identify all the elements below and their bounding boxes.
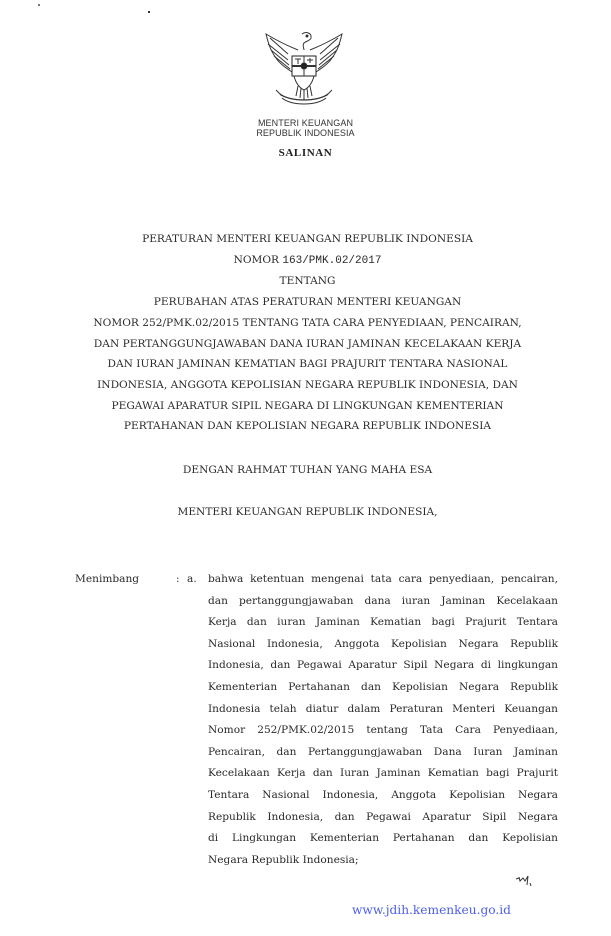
subject-line: DAN IURAN JAMINAN KEMATIAN BAGI PRAJURIT TENTARA NASIONAL — [107, 358, 508, 371]
paragraph-line: Kecelakaan Kerja dan Iuran Jaminan Kematian bagi Prajurit — [208, 767, 558, 780]
paragraph-line: Kerja dan iuran Jaminan Kematian bagi Prajurit Tentara — [208, 616, 558, 629]
ministry-name-line-2: REPUBLIK INDONESIA — [256, 128, 355, 138]
item-marker: a. — [187, 573, 197, 585]
paragraph-line: Kementerian Pertahanan dan Kepolisian Negara Republik — [208, 680, 558, 693]
subject-line: PERUBAHAN ATAS PERATURAN MENTERI KEUANGAN — [153, 296, 462, 309]
regulation-title-block — [60, 229, 555, 437]
garuda-emblem-icon — [258, 28, 350, 108]
about-label: TENTANG — [279, 275, 336, 288]
paragraph-line: Negara Republik Indonesia; — [208, 853, 359, 866]
blessing-line: DENGAN RAHMAT TUHAN YANG MAHA ESA — [182, 464, 433, 476]
considering-colon: : — [176, 573, 180, 585]
regulation-number — [60, 250, 555, 272]
number-prefix: NOMOR — [233, 253, 280, 266]
subject-line: NOMOR 252/PMK.02/2015 TENTANG TATA CARA PENYEDIAAN, PENCAIRAN, — [93, 316, 522, 329]
paragraph-line: bahwa ketentuan mengenai tata cara penyediaan, pencairan, — [208, 573, 558, 585]
paragraph-line: Nomor 252/PMK.02/2015 tentang Tata Cara Penyediaan, — [208, 724, 558, 737]
considering-item-a — [208, 569, 558, 871]
paragraph-line: Republik Indonesia, dan Pegawai Aparatur Sipil Negara — [208, 810, 558, 823]
paragraph-line: Nasional Indonesia, Anggota Kepolisian Negara Republik — [208, 637, 558, 650]
paraf-initial-icon — [514, 873, 538, 889]
paragraph-line: Indonesia telah diatur dalam Peraturan Menteri Keuangan — [208, 702, 558, 715]
paragraph-line: Tentara Nasional Indonesia, Anggota Kepolisian Negara — [208, 788, 558, 801]
paragraph-line: dan pertanggungjawaban dana iuran Jaminan Kecelakaan — [208, 594, 558, 607]
scan-speck — [38, 4, 40, 6]
website-link[interactable]: www.jdih.kemenkeu.go.id — [352, 903, 511, 917]
subject-line: INDONESIA, ANGGOTA KEPOLISIAN NEGARA REPUBLIK INDONESIA, DAN — [97, 378, 518, 391]
paragraph-line: Pencairan, dan Pertanggungjawaban Dana Iuran Jaminan — [208, 745, 558, 758]
paragraph-line: Indonesia, dan Pegawai Aparatur Sipil Negara di lingkungan — [208, 659, 558, 672]
number-value: 163/PMK.02/2017 — [282, 254, 382, 267]
copy-label: SALINAN — [278, 147, 333, 159]
considering-label: Menimbang — [75, 573, 140, 585]
subject-line: PERTAHANAN DAN KEPOLISIAN NEGARA REPUBLIK INDONESIA — [123, 420, 492, 433]
regulation-heading: PERATURAN MENTERI KEUANGAN REPUBLIK INDONESIA — [142, 233, 473, 245]
subject-line: PEGAWAI APARATUR SIPIL NEGARA DI LINGKUNGAN KEMENTERIAN — [111, 399, 504, 412]
ministry-name-line-1: MENTERI KEUANGAN — [257, 118, 354, 128]
paragraph-line: di Lingkungan Kementerian Pertahanan dan Kepolisian — [208, 832, 558, 845]
subject-line: DAN PERTANGGUNGJAWABAN DANA IURAN JAMINAN KECELAKAAN KERJA — [93, 337, 522, 350]
scan-speck — [148, 11, 150, 13]
issuer-line: MENTERI KEUANGAN REPUBLIK INDONESIA, — [177, 506, 438, 518]
